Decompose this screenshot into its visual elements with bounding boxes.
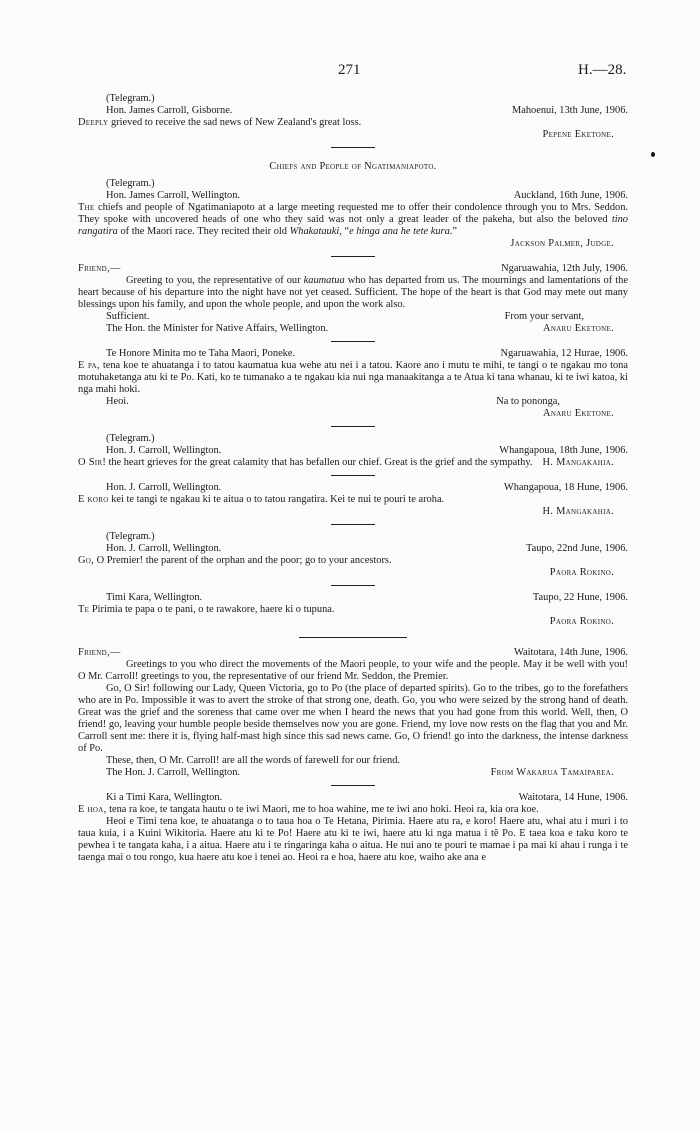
salutation: Friend,— xyxy=(78,263,121,274)
divider xyxy=(331,524,375,525)
address-line xyxy=(78,592,628,604)
letter-body: O Sir! the heart grieves for the great calamity that has befallen our chief. Great is the grief and the sympathy. xyxy=(78,457,533,468)
place-date: Ngaruawahia, 12 Hurae, 1906. xyxy=(500,348,628,359)
letter-anaru-eketone-maori xyxy=(78,348,628,420)
ink-dot xyxy=(651,152,655,157)
salutation-line xyxy=(78,647,628,659)
place-date: Waitotara, 14th June, 1906. xyxy=(513,647,628,658)
address-line xyxy=(78,543,628,555)
paragraph: These, then, O Mr. Carroll! are all the words of farewell for our friend. xyxy=(106,755,401,766)
signature: H. Mangakahia. xyxy=(542,457,614,468)
document-reference: H.—28. xyxy=(578,62,627,78)
place-date: Waitotara, 14 Hune, 1906. xyxy=(518,792,628,803)
signature: Paora Rokino. xyxy=(549,616,614,627)
page-content xyxy=(78,93,628,864)
letter-rokino-english xyxy=(78,531,628,579)
letter-anaru-eketone-english xyxy=(78,263,628,335)
letter-body: Greeting to you, the representative of our kaumatua who has departed from us. The mournings and lamentations of the heart because of his departure into the night have not yet ceased. Sufficient. The hope of the heart is that God may mete out many blessings upon his family, and upon the whole people, and upon the work also. xyxy=(78,275,628,310)
closing-right: Na to pononga, xyxy=(496,396,560,407)
place-date: Ngaruawahia, 12th July, 1906. xyxy=(501,263,628,274)
place-date: Taupo, 22 Hune, 1906. xyxy=(532,592,628,603)
section-divider xyxy=(299,637,407,638)
closing-left: Heoi. xyxy=(106,396,129,407)
signature: Anaru Eketone. xyxy=(543,408,614,419)
divider xyxy=(331,785,375,786)
address-line xyxy=(78,105,628,117)
addressee: Te Honore Minita mo te Taha Maori, Poneke. xyxy=(106,348,296,359)
addressee: Hon. James Carroll, Wellington. xyxy=(106,190,241,201)
lead-word: Deeply xyxy=(78,117,109,128)
telegram-label: (Telegram.) xyxy=(106,531,155,542)
letter-body: The chiefs and people of Ngatimaniapoto at a large meeting requested me to offer their condolence through you to Mrs. Seddon. They spoke with uncovered heads of one who they said was not only a great leader of the pakeha, but also the beloved tino rangatira of the Maori race. They recited their old Whakatauki, “e hinga ana he tete kura.” xyxy=(78,202,628,237)
closing-right: From your servant, xyxy=(504,311,584,322)
divider xyxy=(331,585,375,586)
addressee: Hon. J. Carroll, Wellington. xyxy=(106,543,222,554)
closing-left: Sufficient. xyxy=(106,311,150,322)
letter-mangakahia-english xyxy=(78,433,628,469)
letter-body: E hoa, tena ra koe, te tangata hautu o te iwi Maori, me to hoa wahine, me te iwi ano hoki. Heoi ra, kia ora koe. xyxy=(78,804,539,815)
addressee: The Hon. J. Carroll, Wellington. xyxy=(106,767,241,778)
letter-mangakahia-maori xyxy=(78,482,628,518)
telegram-label: (Telegram.) xyxy=(106,178,155,189)
address-line xyxy=(78,323,628,335)
closing-line xyxy=(78,311,628,323)
telegram-label: (Telegram.) xyxy=(106,93,155,104)
lead-word: Go, xyxy=(78,555,95,566)
section-heading: Chiefs and People of Ngatimaniapoto. xyxy=(269,161,437,172)
lead-word: O Sir xyxy=(78,457,103,468)
signature: Anaru Eketone. xyxy=(543,323,614,334)
place-date: Auckland, 16th June, 1906. xyxy=(513,190,628,201)
paragraph: Go, O Sir! following our Lady, Queen Victoria, go to Po (the place of departed spirits). Go to the tribes, go to the forefathers who are in Po. Impossible it was to avert the stroke of that strong one, death. Go, you who were seized by the strong hand of death. Great was the grief and the soreness that came over me when I heard the news that you had gone from this world. Well, then, O friend! go, leaving your humble people beside themselves now you are gone. Friend, my love now rests on the flag that you and Mr. Carroll sent me: there it is, flying half-mast high since this sad news came. Go, O friend! go into the darkness, the intense darkness of Po. xyxy=(78,683,628,754)
address-line xyxy=(78,445,628,457)
salutation-line xyxy=(78,263,628,275)
lead-word: Te xyxy=(78,604,90,615)
place-date: Mahoenui, 13th June, 1906. xyxy=(511,105,628,116)
letter-body: Go, O Premier! the parent of the orphan and the poor; go to your ancestors. xyxy=(78,555,392,566)
addressee: Hon. J. Carroll, Wellington. xyxy=(106,445,222,456)
signature: Pepene Eketone. xyxy=(542,129,614,140)
lead-word: E hoa, xyxy=(78,804,107,815)
divider xyxy=(331,341,375,342)
signature: Paora Rokino. xyxy=(549,567,614,578)
address-line xyxy=(78,190,628,202)
addressee: Hon. J. Carroll, Wellington. xyxy=(106,482,222,493)
addressee: Ki a Timi Kara, Wellington. xyxy=(106,792,223,803)
letter-body: E pa, tena koe te ahuatanga i to tatou kaumatua kua wehe atu nei i a tatou. Kaore ano i mutu te mihi, te tangi o te ngakau mo tona motuhaketanga atu ki te Po. Kati, ko te tumanako a te ngakau kia nui nga manaakitanga a te Atua ki tana whanau, ki te iwi katoa, ki nga mahi hoki. xyxy=(78,360,628,395)
salutation: Friend,— xyxy=(78,647,121,658)
place-date: Whangapoua, 18th June, 1906. xyxy=(499,445,628,456)
divider xyxy=(331,426,375,427)
lead-word: E pa, xyxy=(78,360,100,371)
address-line xyxy=(78,348,628,360)
place-date: Whangapoua, 18 Hune, 1906. xyxy=(503,482,628,493)
letter-jackson-palmer xyxy=(78,178,628,250)
divider xyxy=(331,256,375,257)
addressee: The Hon. the Minister for Native Affairs, Wellington. xyxy=(106,323,329,334)
paragraph: Heoi e Timi tena koe, te ahuatanga o to taua hoa o Te Hetana, Pirimia. Haere atu ra, e koro! Haere atu, whai atu i muri i to taua kuia, i a Kuini Wikitoria. Haere atu ki te Po! Haere atu ki te iwi, haere atu ki nga matua i tĕ Po. E taea koa e taku koro te pewhea i te tangata kaha, i a aitua. Haere atu i te ringaringa kaha o aitua. He nui ano te pouri te mamae i pa mai ki ahau i runga i te taenga mai o tou rongo, kua haere atu koe i tenei ao. Heoi ra e hoa, haere atu koe, waiho ake ana e xyxy=(78,816,628,863)
page-number: 271 xyxy=(338,62,361,78)
addressee: Hon. James Carroll, Gisborne. xyxy=(106,105,233,116)
addressee: Timi Kara, Wellington. xyxy=(106,592,203,603)
signature: Jackson Palmer, Judge. xyxy=(510,238,614,249)
letter-body: Deeply grieved to receive the sad news of New Zealand's great loss. xyxy=(78,117,362,128)
place-date: Taupo, 22nd June, 1906. xyxy=(525,543,628,554)
letter-pepene-eketone xyxy=(78,93,628,141)
telegram-label: (Telegram.) xyxy=(106,433,155,444)
divider xyxy=(331,147,375,148)
letter-body: Te Pirimia te papa o te pani, o te rawakore, haere ki o tupuna. xyxy=(78,604,335,615)
address-line xyxy=(78,767,628,779)
letter-tamaiparea-maori xyxy=(78,792,628,864)
address-line xyxy=(78,792,628,804)
signature: H. Mangakahia. xyxy=(542,506,614,517)
divider xyxy=(331,475,375,476)
address-line xyxy=(78,482,628,494)
letter-body: E koro kei te tangi te ngakau ki te aitua o to tatou rangatira. Kei te nui te pouri te aroha. xyxy=(78,494,445,505)
paragraph: Greetings to you who direct the movements of the Maori people, to your wife and the people. May it be well with you! O Mr. Carroll! greetings to you, the representative of our friend Mr. Seddon, the Premier. xyxy=(78,659,628,682)
closing-line xyxy=(78,396,628,408)
lead-word: E koro xyxy=(78,494,109,505)
letter-tamaiparea-english xyxy=(78,647,628,779)
letter-rokino-maori xyxy=(78,592,628,628)
signature: From Wakarua Tamaiparea. xyxy=(490,767,614,778)
lead-word: The xyxy=(78,202,95,213)
